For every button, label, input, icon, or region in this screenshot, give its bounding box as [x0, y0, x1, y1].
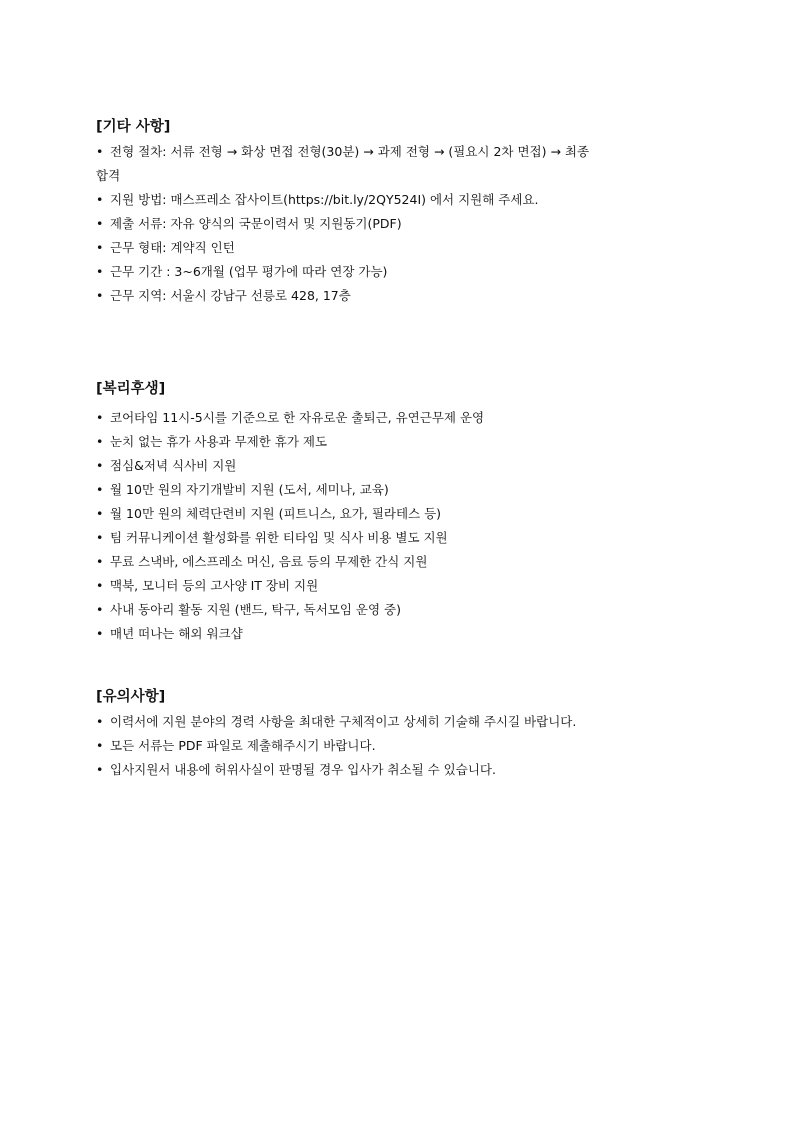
list-item-text: 사내 동아리 활동 지원 (밴드, 탁구, 독서모임 운영 중)	[110, 602, 401, 617]
bullet-icon: •	[96, 240, 104, 255]
list-item-text: 모든 서류는 PDF 파일로 제출해주시기 바랍니다.	[110, 738, 376, 753]
list-item-text: 월 10만 원의 체력단련비 지원 (피트니스, 요가, 필라테스 등)	[110, 506, 442, 521]
list-item-text: 합격	[96, 168, 121, 183]
bullet-icon: •	[96, 288, 104, 303]
bullet-icon: •	[96, 482, 104, 497]
bullet-icon: •	[96, 434, 104, 449]
list-item-text: 제출 서류: 자유 양식의 국문이력서 및 지원동기(PDF)	[110, 216, 402, 231]
bullet-icon: •	[96, 264, 104, 279]
list-item-continuation	[96, 164, 708, 188]
bullet-icon: •	[96, 626, 104, 641]
list-item	[96, 734, 708, 758]
list-item-text: 근무 형태: 계약직 인턴	[110, 240, 235, 255]
list-item-text: 지원 방법: 매스프레소 잡사이트(https://bit.ly/2QY524I) 에서 지원해 주세요.	[110, 192, 539, 207]
bullet-icon: •	[96, 192, 104, 207]
bullet-icon: •	[96, 458, 104, 473]
bullet-icon: •	[96, 410, 104, 425]
list-item	[96, 574, 708, 598]
list-item	[96, 502, 708, 526]
list-item-text: 입사지원서 내용에 허위사실이 판명될 경우 입사가 취소될 수 있습니다.	[110, 762, 496, 777]
bullet-icon: •	[96, 506, 104, 521]
list-item	[96, 598, 708, 622]
bullet-icon: •	[96, 578, 104, 593]
list-item	[96, 710, 708, 734]
list-item-text: 월 10만 원의 자기개발비 지원 (도서, 세미나, 교육)	[110, 482, 389, 497]
bullet-icon: •	[96, 602, 104, 617]
list-item-text: 맥북, 모니터 등의 고사양 IT 장비 지원	[110, 578, 319, 593]
list-item	[96, 478, 708, 502]
section-notes	[96, 686, 708, 782]
list-item	[96, 236, 708, 260]
notes-list	[96, 710, 708, 782]
list-item	[96, 430, 708, 454]
bullet-icon: •	[96, 216, 104, 231]
bullet-icon: •	[96, 530, 104, 545]
list-item	[96, 284, 708, 308]
list-item	[96, 526, 708, 550]
bullet-icon: •	[96, 762, 104, 777]
list-item	[96, 758, 708, 782]
list-item-text: 눈치 없는 휴가 사용과 무제한 휴가 제도	[110, 434, 328, 449]
list-item-text: 근무 기간 : 3~6개월 (업무 평가에 따라 연장 가능)	[110, 264, 388, 279]
list-item	[96, 260, 708, 284]
section-heading: [유의사항]	[96, 689, 166, 705]
list-item-text: 팀 커뮤니케이션 활성화를 위한 티타임 및 식사 비용 별도 지원	[110, 530, 448, 545]
list-item-text: 무료 스낵바, 에스프레소 머신, 음료 등의 무제한 간식 지원	[110, 554, 428, 569]
bullet-icon: •	[96, 144, 104, 159]
list-item	[96, 140, 708, 164]
list-item-text: 근무 지역: 서울시 강남구 선릉로 428, 17층	[110, 288, 351, 303]
other-details-list	[96, 140, 708, 308]
benefits-list	[96, 406, 708, 646]
list-item-text: 코어타임 11시-5시를 기준으로 한 자유로운 출퇴근, 유연근무제 운영	[110, 410, 485, 425]
section-heading: [복리후생]	[96, 381, 166, 397]
bullet-icon: •	[96, 554, 104, 569]
bullet-icon: •	[96, 714, 104, 729]
list-item	[96, 212, 708, 236]
list-item	[96, 188, 708, 212]
list-item-text: 이력서에 지원 분야의 경력 사항을 최대한 구체적이고 상세히 기술해 주시길 바랍니다.	[110, 714, 577, 729]
list-item	[96, 406, 708, 430]
list-item	[96, 454, 708, 478]
section-other-details	[96, 116, 708, 308]
list-item-text: 매년 떠나는 해외 워크샵	[110, 626, 243, 641]
section-benefits	[96, 378, 708, 646]
list-item-text: 점심&저녁 식사비 지원	[110, 458, 237, 473]
bullet-icon: •	[96, 738, 104, 753]
section-heading: [기타 사항]	[96, 119, 171, 135]
list-item	[96, 550, 708, 574]
list-item-text: 전형 절차: 서류 전형 → 화상 면접 전형(30분) → 과제 전형 → (필요시 2차 면접) → 최종	[110, 144, 590, 159]
list-item	[96, 622, 708, 646]
